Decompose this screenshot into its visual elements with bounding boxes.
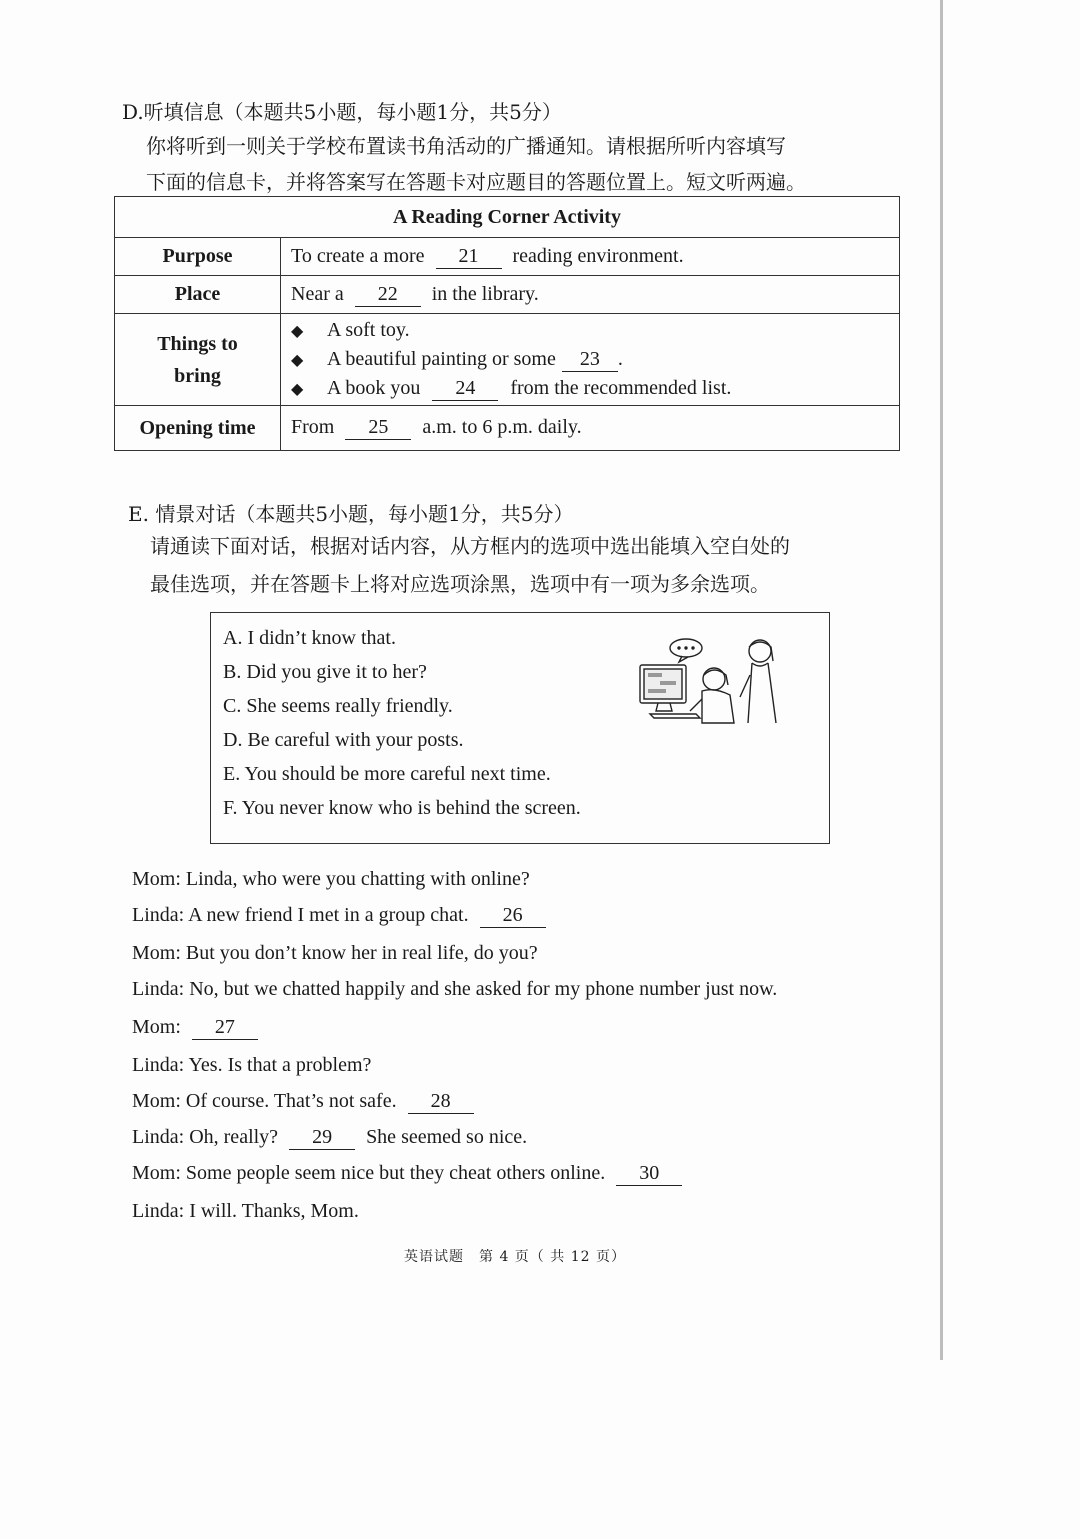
blank-25: 25 — [345, 416, 411, 440]
page-footer: 英语试题 第 4 页（ 共 12 页） — [404, 1249, 626, 1265]
options-box — [210, 612, 830, 844]
bring-item-2 — [291, 345, 889, 374]
bring-item-2-text-pre: A beautiful painting or some — [327, 348, 556, 370]
time-text-post: a.m. to 6 p.m. daily. — [422, 416, 582, 438]
dialogue-line-1: Mom: Linda, who were you chatting with online? — [132, 868, 530, 890]
blank-21: 21 — [436, 245, 502, 269]
option-a: A. I didn’t know that. — [223, 627, 396, 649]
bullet-diamond-icon: ◆ — [291, 351, 304, 369]
dialogue-line-2 — [132, 904, 546, 928]
option-b: B. Did you give it to her? — [223, 661, 427, 683]
dialogue-line-7 — [132, 1090, 474, 1114]
info-card-heading: A Reading Corner Activity — [115, 197, 900, 238]
place-text-post: in the library. — [431, 282, 539, 305]
dialogue-line-5-text: Mom: — [132, 1016, 181, 1038]
section-e-instruction-2: 最佳选项，并在答题卡上将对应选项涂黑，选项中有一项为多余选项。 — [150, 572, 770, 596]
things-to-bring-label-line1: Things to — [157, 332, 238, 355]
blank-22: 22 — [355, 283, 421, 307]
option-d: D. Be careful with your posts. — [223, 729, 464, 751]
bring-item-3-text-pre: A book you — [327, 377, 421, 399]
option-e: E. You should be more careful next time. — [223, 763, 551, 785]
dialogue-line-5 — [132, 1016, 258, 1040]
dialogue-line-10: Linda: I will. Thanks, Mom. — [132, 1200, 359, 1222]
bring-item-3 — [291, 374, 889, 403]
things-to-bring-label — [115, 314, 281, 406]
section-d-instruction-2: 下面的信息卡，并将答案写在答题卡对应题目的答题位置上。短文听两遍。 — [146, 170, 806, 194]
bring-item-3-text-post: from the recommended list. — [510, 377, 732, 399]
place-text-pre: Near a — [291, 282, 344, 305]
things-to-bring-cell — [281, 314, 900, 406]
reading-corner-info-card — [114, 196, 900, 451]
opening-time-cell — [281, 406, 900, 451]
dialogue-line-4: Linda: No, but we chatted happily and she asked for my phone number just now. — [132, 978, 778, 1000]
dialogue-line-8 — [132, 1126, 527, 1150]
purpose-label: Purpose — [115, 238, 281, 276]
opening-time-label: Opening time — [115, 406, 281, 451]
section-d-instruction-1: 你将听到一则关于学校布置读书角活动的广播通知。请根据所听内容填写 — [146, 134, 786, 158]
section-e-instruction-1: 请通读下面对话，根据对话内容，从方框内的选项中选出能填入空白处的 — [150, 534, 790, 558]
blank-23: 23 — [562, 348, 618, 372]
blank-27: 27 — [192, 1016, 258, 1040]
purpose-cell — [281, 238, 900, 276]
section-e-title: E. 情景对话（本题共5小题，每小题1分，共5分） — [128, 502, 574, 526]
blank-24: 24 — [432, 377, 498, 401]
purpose-text-pre: To create a more — [291, 244, 425, 267]
bring-item-1-text: A soft toy. — [327, 319, 410, 341]
place-label: Place — [115, 276, 281, 314]
things-to-bring-label-line2: bring — [174, 364, 221, 387]
blank-30: 30 — [616, 1162, 682, 1186]
blank-26: 26 — [480, 904, 546, 928]
option-c: C. She seems really friendly. — [223, 695, 453, 717]
dialogue-line-2-text: Linda: A new friend I met in a group chat. — [132, 904, 469, 926]
time-text-pre: From — [291, 416, 335, 438]
bullet-diamond-icon: ◆ — [291, 322, 304, 340]
dialogue-line-9 — [132, 1162, 682, 1186]
dialogue-line-8-text-pre: Linda: Oh, really? — [132, 1126, 279, 1148]
girl-at-computer-illustration — [636, 635, 796, 727]
dialogue-line-8-text-post: She seemed so nice. — [366, 1126, 528, 1148]
option-f: F. You never know who is behind the screen. — [223, 797, 581, 819]
place-cell — [281, 276, 900, 314]
dialogue-line-3: Mom: But you don’t know her in real life, do you? — [132, 942, 538, 964]
bullet-diamond-icon: ◆ — [291, 380, 304, 398]
purpose-text-post: reading environment. — [512, 244, 684, 267]
blank-28: 28 — [408, 1090, 474, 1114]
dialogue-line-9-text: Mom: Some people seem nice but they cheat others online. — [132, 1162, 606, 1184]
bring-item-2-text-post: . — [617, 348, 623, 370]
bring-item-1 — [291, 316, 889, 345]
dialogue-line-6: Linda: Yes. Is that a problem? — [132, 1054, 372, 1076]
section-d-title: D.听填信息（本题共5小题，每小题1分，共5分） — [122, 100, 562, 124]
dialogue-line-7-text: Mom: Of course. That’s not safe. — [132, 1090, 397, 1112]
blank-29: 29 — [289, 1126, 355, 1150]
